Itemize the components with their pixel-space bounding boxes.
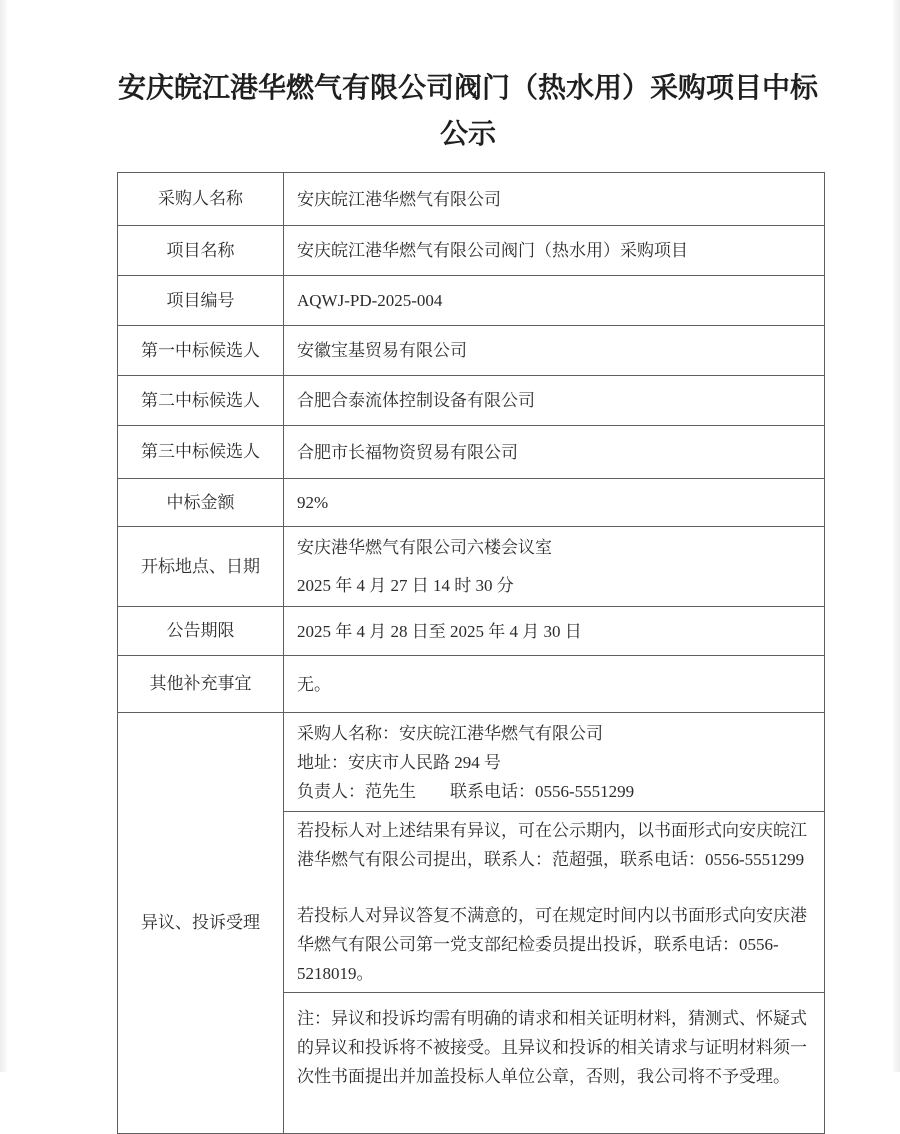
row-label-other-matters: 其他补充事宜 [118, 656, 284, 713]
announcement-table [117, 172, 825, 1134]
row-label-first-candidate: 第一中标候选人 [118, 326, 284, 376]
row-value-purchaser-name: 安庆皖江港华燃气有限公司 [284, 173, 825, 226]
document-title: 安庆皖江港华燃气有限公司阀门（热水用）采购项目中标公示 [117, 73, 818, 150]
table-row [118, 527, 825, 607]
row-label-project-name: 项目名称 [118, 226, 284, 276]
objection-contact-cell [284, 713, 825, 812]
row-label-second-candidate: 第二中标候选人 [118, 376, 284, 426]
table-row [118, 276, 825, 326]
row-value-project-name: 安庆皖江港华燃气有限公司阀门（热水用）采购项目 [284, 226, 825, 276]
row-value-other-matters: 无。 [284, 656, 825, 713]
row-label-award-amount: 中标金额 [118, 479, 284, 527]
table-row [118, 426, 825, 479]
table-row [118, 326, 825, 376]
objection-contact-address: 地址：安庆市人民路 294 号 [297, 752, 501, 772]
objection-contact-person-phone: 负责人：范先生 联系电话：0556-5551299 [297, 781, 635, 801]
opening-place-line: 安庆港华燃气有限公司六楼会议室 [297, 538, 552, 557]
objection-note-cell [284, 993, 825, 1134]
table-row [118, 479, 825, 527]
row-value-second-candidate: 合肥合泰流体控制设备有限公司 [284, 376, 825, 426]
row-value-project-number: AQWJ-PD-2025-004 [284, 276, 825, 326]
objection-note-paragraph: 注：异议和投诉均需有明确的请求和相关证明材料，猜测式、怀疑式的异议和投诉将不被接受。且异议和投诉的相关请求与证明材料须一次性书面提出并加盖投标人单位公章，否则，我公司将不予受理。 [297, 1009, 807, 1086]
opening-date-line: 2025 年 4 月 27 日 14 时 30 分 [297, 576, 514, 595]
row-value-first-candidate: 安徽宝基贸易有限公司 [284, 326, 825, 376]
row-value-announcement-period: 2025 年 4 月 28 日至 2025 年 4 月 30 日 [284, 607, 825, 656]
objection-contact-purchaser: 采购人名称：安庆皖江港华燃气有限公司 [297, 723, 603, 743]
row-value-opening-place-date [284, 527, 825, 607]
page-right-edge [893, 0, 900, 1072]
table-row [118, 713, 825, 812]
row-label-opening-place-date: 开标地点、日期 [118, 527, 284, 607]
row-label-objection-complaint: 异议、投诉受理 [118, 713, 284, 1134]
row-value-third-candidate: 合肥市长福物资贸易有限公司 [284, 426, 825, 479]
table-row [118, 376, 825, 426]
row-value-award-amount: 92% [284, 479, 825, 527]
objection-procedure-paragraph-2: 若投标人对异议答复不满意的，可在规定时间内以书面形式向安庆港华燃气有限公司第一党支部纪检委员提出投诉，联系电话：0556-5218019。 [297, 906, 807, 983]
page-left-edge [0, 0, 7, 1072]
row-label-project-number: 项目编号 [118, 276, 284, 326]
table-row [118, 226, 825, 276]
row-label-announcement-period: 公告期限 [118, 607, 284, 656]
table-row [118, 173, 825, 226]
objection-procedure-paragraph-1: 若投标人对上述结果有异议，可在公示期内，以书面形式向安庆皖江港华燃气有限公司提出，联系人：范超强，联系电话：0556-5551299 [297, 821, 807, 869]
table-row [118, 656, 825, 713]
row-label-purchaser-name: 采购人名称 [118, 173, 284, 226]
table-row [118, 607, 825, 656]
row-label-third-candidate: 第三中标候选人 [118, 426, 284, 479]
objection-procedure-cell [284, 812, 825, 993]
